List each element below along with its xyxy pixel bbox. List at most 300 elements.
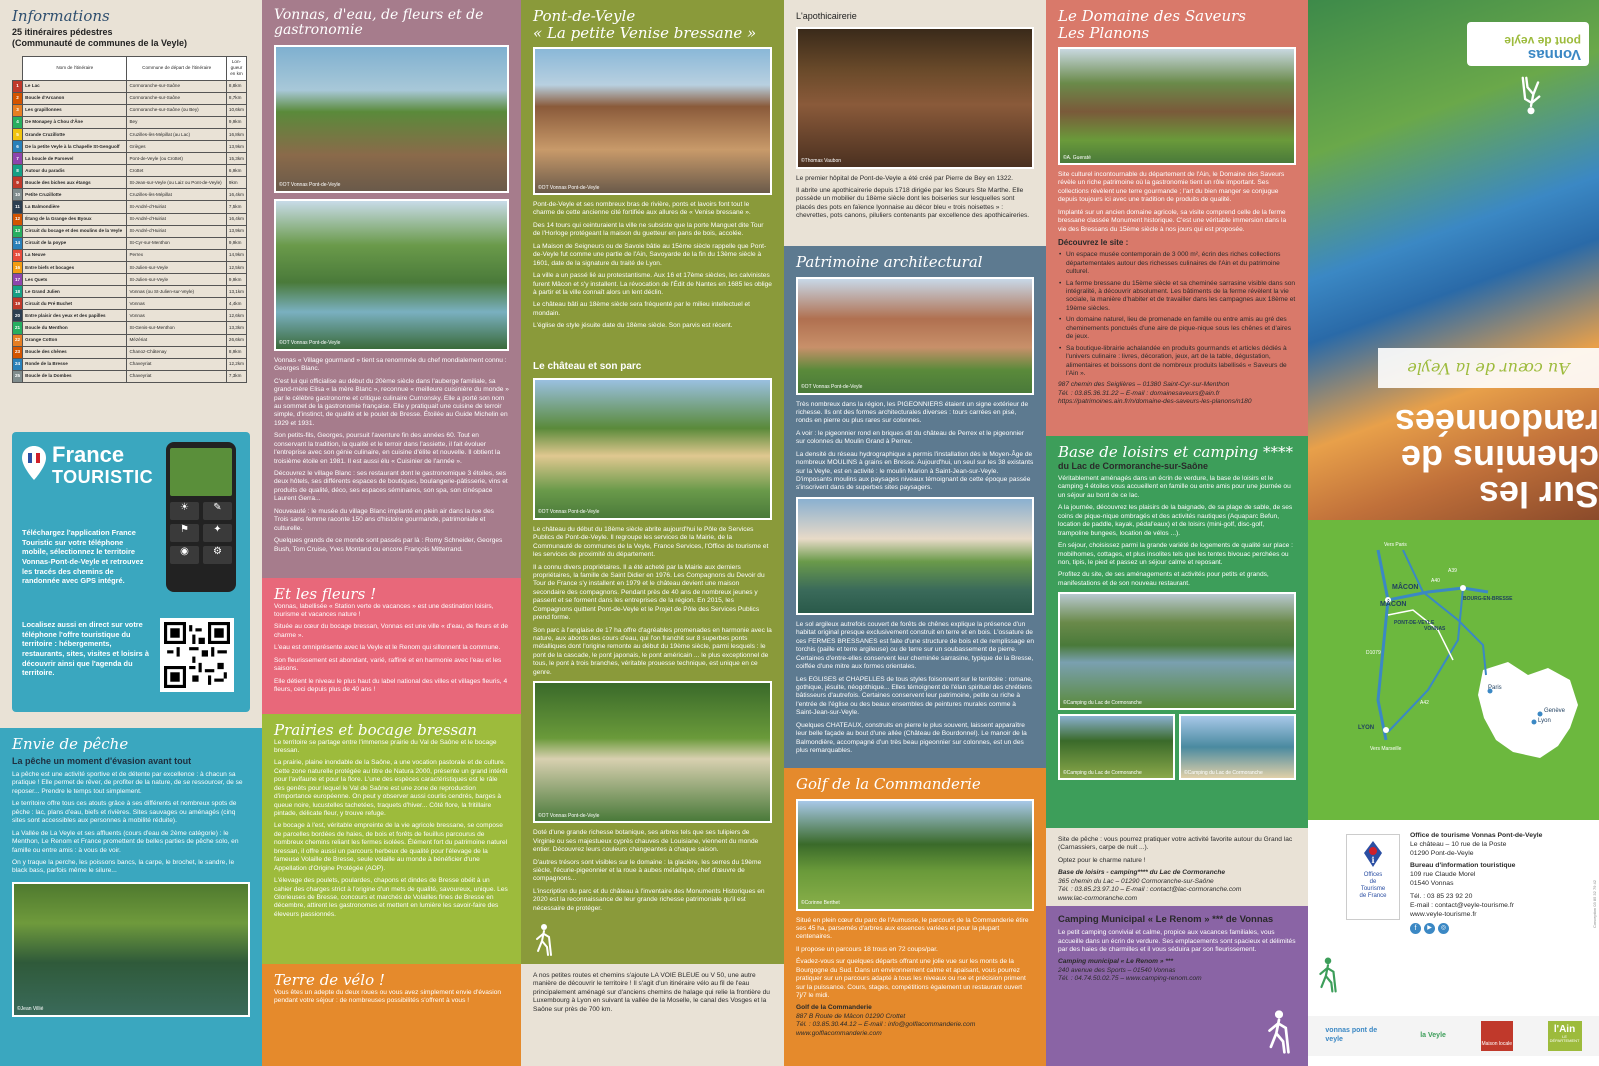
prairies-text: Le bocage à l'est, véritable empreinte de la vie agricole bressane, se compose de parcelles bordées de haies, de bois et forêts de feuillus parcourus de nombreux chemins reliant les fermes isolées. Élément fort du patrimoine naturel bressan, il offre aussi un parcours herbeux de qualité pour l'élevage de la fameuse Volaille de Bresse, seule volaille au monde à bénéficier d'une Appellation d'Origine Protégée (AOP). [274, 822, 508, 872]
saveurs-bullet: • Un domaine naturel, lieu de promenade en famille ou entre amis au gré des cheminements ponctués d'une aire de pique-nique sous les chênes et d'aires de jeux. [1058, 316, 1296, 341]
main-title-line1: Sur les [1478, 474, 1599, 515]
vonnas-photo-street [274, 45, 509, 193]
pdv-text: Pont-de-Veyle et ses nombreux bras de rivière, ponts et lavoirs font tout le charme de cette ancienne cité fortifiée aux allures de « Venise bressane ». [533, 201, 751, 217]
pdv-text: La ville a un passé lié au protestantisme. Aux 16 et 17ème siècles, les calvinistes furent Mâcon et s'y installent. La révocation de l'Édit de Nantes en 1685 les oblige à partir et la ville connaît alors un lent déclin. [533, 272, 772, 296]
app-icon: ✦ [203, 524, 232, 542]
hiker-icon [1316, 956, 1340, 997]
renom-contact[interactable]: Tél. : 04.74.50.02.75 – www.camping-renom.com [1058, 975, 1202, 983]
table-row [13, 92, 247, 104]
moulin-photo [796, 497, 1034, 615]
itinerary-start: Pont-de-Veyle (ou Crottet) [127, 153, 226, 165]
app-icon: ⚑ [170, 524, 199, 542]
itinerary-number: 20 [13, 310, 23, 322]
itinerary-name: Étang de la Grange des Byoux [23, 213, 127, 225]
itinerary-length: 9km [226, 177, 246, 189]
peche-text: La Vallée de La Veyle et ses affluents (cours d'eau de 2ème catégorie) : le Menthon, Le Renom et France promettent de belles parties de pêche solo, en famille ou entre amis : à vous de voir. [12, 829, 239, 854]
hiker-icon [1264, 1009, 1294, 1058]
france-touristic-logo-line1: France [52, 442, 125, 467]
table-row [13, 141, 247, 153]
pdv-text: La Maison de Seigneurs ou de Savoie bâtie au 15ème siècle rappelle que Pont-de-Veyle fut comme une partie de l'Ain, Savoyarde de la fin du 13ème siècle à 1601, date de la signature du traité de Lyon. [533, 242, 767, 267]
itinerary-number: 11 [13, 201, 23, 213]
itinerary-length: 12,2km [226, 358, 246, 370]
itinerary-start: Cormoranche-sur-Saône [127, 80, 226, 92]
column-informations [0, 0, 262, 1066]
apothicairerie-photo [796, 27, 1034, 169]
itinerary-start: Mézériat [127, 334, 226, 346]
itinerary-start: Cormoranche-sur-Saône (ou Bey) [127, 104, 226, 116]
velo-text: Vous êtes un adepte du deux roues ou vous avez simplement envie d'évasion pendant votre séjour : de nombreuses possibilités s'offrent à vous ! [274, 988, 502, 1004]
pdv-text: Des 14 tours qui ceinturaient la ville ne subsiste que la porte Manguet dite Tour de l'Horloge protégeant la maison du guetteur en pans de bois, accolée. [533, 221, 764, 238]
table-row [13, 237, 247, 249]
itinerary-number: 18 [13, 286, 23, 298]
saveurs-website-link[interactable]: https://patrimoines.ain.fr/n/domaine-des-saveurs-les-planons/n180 [1058, 398, 1252, 406]
bridge-photo [533, 681, 772, 823]
instagram-icon[interactable]: ◎ [1438, 923, 1449, 934]
pdv-title: Pont-de-Veyle [533, 7, 636, 25]
itinerary-name: La Balmondière [23, 201, 127, 213]
itinerary-length: 16,8km [226, 128, 246, 140]
photo-credit: ©OT Vonnas Pont-de-Veyle [279, 182, 341, 189]
itinerary-number: 5 [13, 128, 23, 140]
photo-credit: ©Camping du Lac de Cormoranche [1063, 769, 1142, 776]
velo-voie-bleue-text: A nos petites routes et chemins s'ajoute LA VOIE BLEUE ou V 50, une autre manière de découvrir le territoire ! Il s'agit d'un itinéraire vélo au fil de l'eau principalement aménagé sur d'anciens chemins de halage qui relie la frontière du Luxembourg à Lyon en suivant la vallée de la Moselle, le canal des Vosges et la Saône sur près de 700 km. [533, 972, 770, 1013]
patrimoine-text: Quelques CHATEAUX, construits en pierre le plus souvent, laissent apparaître leur belle façade au bout d'une allée (Château de Bourdonnel). Le manoir de la Balmondière, accompagné d'un très beau pigeonnier sur colonnes, est un des plus remarquables. [796, 721, 1027, 754]
lyon-dot [1532, 720, 1537, 725]
itinerary-start: Vonnas [127, 298, 226, 310]
photo-credit: ©Thomas Vaubon [801, 158, 842, 165]
base-loisirs-contact[interactable]: Tél. : 03.85.23.97.10 – E-mail : contact@lac-cormoranche.com [1058, 886, 1242, 894]
saveurs-bullet: • Un espace musée contemporain de 3 000 m², écrin des riches collections départementales autour des richesses culinaires de l'Ain et du patrimoine culturel. [1058, 251, 1296, 276]
column-cover [1308, 0, 1599, 1066]
base-loisirs-website-link[interactable]: www.lac-cormoranche.com [1058, 894, 1138, 902]
itinerary-start: St-Genis-sur-Menthon [127, 322, 226, 334]
itinerary-name: Autour du paradis [23, 165, 127, 177]
lac-aerial-photo [1058, 592, 1296, 710]
renom-address-name: Camping municipal « Le Renom » *** [1058, 958, 1174, 966]
ot-email[interactable]: E-mail : contact@veyle-tourisme.fr [1410, 901, 1514, 909]
prairies-title: Prairies et bocage bressan [274, 721, 477, 739]
itinerary-length: 15,3km [226, 153, 246, 165]
itinerary-name: Les grapillonnes [23, 104, 127, 116]
chateau-title: Le château et son parc [533, 361, 642, 372]
lyon-city-dot [1383, 727, 1389, 733]
saveurs-title: Le Domaine des Saveurs [1058, 7, 1246, 25]
itinerary-start: Chaveyriat [127, 370, 226, 382]
itinerary-length: 9,9km [226, 116, 246, 128]
itinerary-start: Cruzilles-lès-Mépillat [127, 189, 226, 201]
itinerary-number: 3 [13, 104, 23, 116]
main-title-line3: randonnées [1394, 402, 1599, 443]
itinerary-start: Cormoranche-sur-Saône [127, 92, 226, 104]
golf-website-link[interactable]: www.golflacommanderie.com [796, 1029, 882, 1037]
table-row [13, 225, 247, 237]
route-a42 [1388, 588, 1463, 732]
itinerary-name: Entre biefs et bocages [23, 261, 127, 273]
map-label: BOURG-EN-BRESSE [1463, 596, 1513, 602]
footer-logo-departement: LE DÉPARTEMENT [1549, 1034, 1580, 1043]
offices-tourisme-icon [1358, 839, 1388, 869]
table-row [13, 177, 247, 189]
itinerary-start: St-Jean-sur-Veyle (ou Laiz ou Pont-de-Veyle) [127, 177, 226, 189]
itinerary-name: Les Quets [23, 274, 127, 286]
itinerary-length: 26,6km [226, 334, 246, 346]
map-label: Genève [1544, 708, 1566, 714]
base-loisirs-text: Véritablement aménagés dans un écrin de verdure, la base de loisirs et le camping 4 étoiles vous accueillent en famille ou entre amis pour une journée ou un séjour au bord de ce lac. [1058, 475, 1291, 499]
table-row [13, 261, 247, 273]
map-label: A42 [1420, 700, 1429, 706]
itinerary-start: Cruzilles-lès-Mépillat (au Lac) [127, 128, 226, 140]
itinerary-number: 2 [13, 92, 23, 104]
itinerary-name: Ronde de la Bresse [23, 358, 127, 370]
pigeonnier-photo [796, 277, 1034, 395]
itinerary-length: 16,4km [226, 189, 246, 201]
itinerary-start: St-Julien-sur-Veyle [127, 274, 226, 286]
itinerary-start: St-Julien-sur-Veyle [127, 261, 226, 273]
vonnas-text: C'est lui qui officialise au début du 20ème siècle dans l'auberge familiale, sa grand-mère Elisa « la mère Blanc », reconnue « meilleure cuisinière du monde » par le célèbre gastronome et critique culinaire Curnonsky. Elle a porté son nom au sommet de la gastronomie française. Elle y pratiquait une cuisine de terroir simple, d'instinct, de qualité et le poulet de Bresse. Étoilée au Guide Michelin en 1929 et 1931. [274, 377, 509, 427]
table-header-name: Nom de l'itinéraire [23, 56, 127, 80]
itinerary-name: Circuit de la poype [23, 237, 127, 249]
patrimoine-text: Les EGLISES et CHAPELLES de tous styles foisonnent sur le territoire : romane, gothique, jésuite, néogothique... Elles témoignent de l'élan spirituel des chrétiens bâtisseurs d'autrefois. Certaines conservent leur patrimoine, petite ou riche à l'entrée de l'église ou des beaux ensembles de peintures murales comme à Saint-Jean-sur-Veyle. [796, 675, 1033, 717]
bi-address: 01540 Vonnas [1410, 880, 1454, 888]
itinerary-number: 23 [13, 346, 23, 358]
peche-panel [0, 728, 262, 1066]
chateau-text: D'autres trésors sont visibles sur le domaine : la glacière, les serres du 19ème siècle, l'écurie-pigeonnier et la roue à aubes métallique, chef d'œuvre de compagnons... [533, 858, 762, 883]
map-panel [1308, 520, 1599, 820]
itinerary-length: 9,9km [226, 274, 246, 286]
itinerary-length: 14,9km [226, 249, 246, 261]
apo-text: Il abrite une apothicairerie depuis 1718 dirigée par les Sœurs Ste Marthe. Elle possède un mobilier du 18ème siècle dont les boiseries sur lesquelles sont placés des pots en faïence lyonnaise au décor bleu « trois noisettes » : chevrettes, pots canons, piluliers contenants par excellence des apothicaireries. [796, 186, 1030, 220]
chateau-text: Le château du début du 18ème siècle abrite aujourd'hui le Pôle de Services Publics de Pont-de-Veyle. Il regroupe les services de la Mairie, de la Communauté de communes de la Veyle, France Services, l'Office de tourisme et les services de proximité du département. [533, 525, 769, 559]
vonnas-text: Nouveauté : le musée du village Blanc implanté en plein air dans la rue des Trois sans femme raconte 150 ans d'histoire gourmande, patrimoniale et culturelle. [274, 507, 494, 532]
geneve-dot [1538, 712, 1543, 717]
saveurs-address: 987 chemin des Seiglières – 01380 Saint-Cyr-sur-Menthon [1058, 381, 1230, 389]
itinerary-name: Boucle de la Dombes [23, 370, 127, 382]
photo-credit: ©OT Vonnas Pont-de-Veyle [538, 184, 600, 191]
map-label: A39 [1448, 568, 1457, 574]
photo-credit: ©OT Vonnas Pont-de-Veyle [279, 340, 341, 347]
itinerary-start: Chaveyriat [127, 358, 226, 370]
itinerary-number: 6 [13, 141, 23, 153]
itinerary-name: La Neuve [23, 249, 127, 261]
info-subtitle: (Communauté de communes de la Veyle) [12, 38, 188, 49]
base-loisirs-text: Optez pour le charme nature ! [1058, 856, 1146, 864]
info-count: 25 itinéraires pédestres [12, 26, 113, 37]
youtube-icon[interactable]: ▶ [1424, 923, 1435, 934]
itinerary-start: Grièges [127, 141, 226, 153]
france-touristic-text2: Localisez aussi en direct sur votre téléphone l'offre touristique du territoire : hébergements, restaurants, sites, visites et loisirs à découvrir ainsi que l'agenda du territoire. [22, 620, 149, 678]
table-row [13, 165, 247, 177]
itinerary-name: Circuit du bocage et des moulins de la Veyle [23, 225, 127, 237]
saveurs-contact[interactable]: Tél. : 03.85.36.31.22 – E-mail : domainesaveurs@ain.fr [1058, 389, 1220, 397]
footer-logo-veyle: la Veyle [1420, 1031, 1446, 1039]
peche-subtitle: La pêche un moment d'évasion avant tout [12, 755, 192, 766]
map-label-macon: MÂCON [1380, 601, 1407, 608]
map-label: Vers Marseille [1370, 746, 1402, 752]
map-svg [1308, 520, 1599, 820]
base-loisirs-subtitle: du Lac de Cormoranche-sur-Saône [1058, 460, 1209, 471]
renom-title: Camping Municipal « Le Renom » *** de Vonnas [1058, 914, 1274, 925]
itinerary-name: Grande Cruzillotte [23, 128, 127, 140]
app-icon: ◉ [170, 546, 199, 564]
peche-text: La pêche est une activité sportive et de détente par excellence : à chacun sa pratique ! Elle permet de rêver, de profiter de la nature, de se ressourcer, de se reposer... Prendre le temps tout simplement. [12, 771, 243, 795]
plage-photo [1179, 714, 1296, 780]
fleurs-text: L'eau est omniprésente avec la Veyle et le Renom qui sillonnent la commune. [274, 644, 501, 652]
itinerary-number: 7 [13, 153, 23, 165]
table-row [13, 128, 247, 140]
itinerary-number: 8 [13, 165, 23, 177]
itinerary-start: St-André-d'Huiriat [127, 213, 226, 225]
base-loisirs-text: En séjour, choisissez parmi la grande variété de logements de qualité sur place : mobilhomes, cottages, et plus insolites tels que les tentes bivouac perchées ou non, tipis, le pied et passez un séjour calme et reposant. [1058, 542, 1293, 566]
chateau-text: Doté d'une grande richesse botanique, ses arbres tels que ses tulipiers de Virginie ou ses majestueux cyprès chauves de Louisiane, viennent du monde entier. Découvrez leurs couleurs changeantes à chaque saison. [533, 829, 759, 854]
saveurs-photo [1058, 47, 1296, 165]
photo-credit: ©Camping du Lac de Cormoranche [1063, 699, 1142, 706]
tagline: Au cœur de la Veyle [1407, 358, 1570, 378]
itinerary-table [12, 56, 247, 383]
itinerary-length: 8,8km [226, 80, 246, 92]
photo-credit: ©A. Gueraté [1063, 154, 1091, 161]
column-pont-de-veyle [521, 0, 784, 1066]
prairies-text: Le territoire se partage entre l'immense prairie du Val de Saône et le bocage bressan. [274, 738, 497, 754]
patrimoine-text: A voir : le pigeonnier rond en briques dit du château de Perrex et le pigeonnier sur colonnes du Moulin Grand à Perrex. [796, 429, 1024, 446]
table-row [13, 116, 247, 128]
vonnas-photo-garden [274, 199, 509, 351]
vonnas-text: Découvrez le village Blanc : ses restaurant dont le gastronomique 3 étoiles, ses deux hôtels, ses différents espaces de boutiques, boulangerie-pâtisserie, vins et produits de qualité, déco, ses espaces séminaires, son spa, son cinéspace Laurent Gerra... [274, 470, 508, 503]
patrimoine-title: Patrimoine architectural [796, 253, 983, 271]
vonnas-text: Son petits-fils, Georges, poursuit l'aventure fin des années 60. Tout en conservant la tradition, la qualité et le terroir dans l'assiette, il fait évoluer l'entreprise avec son génie culinaire, en cuisine d'élite et nouvelle. Il obtient la troisième étoile en 1981. Il est aussi élu « Cuisinier de l'année ». [274, 432, 501, 465]
veyle-river [1388, 610, 1453, 660]
camping-photo [1058, 714, 1175, 780]
otf-text: de [1369, 879, 1377, 886]
column-vonnas [262, 0, 521, 1066]
pdv-photo-house [533, 47, 772, 195]
ot-address: Le château – 10 rue de la Poste [1410, 840, 1507, 848]
map-label: LYON [1358, 725, 1375, 731]
map-label: Lyon [1538, 718, 1551, 724]
table-row [13, 104, 247, 116]
patrimoine-text: Le sol argileux autrefois couvert de forêts de chênes explique la présence d'un habitat original presque exclusivement construit en terre et en bois. L'ossature de ces FERMES BRESSANES est faite d'une structure de bois et de remplissage en torchis (paille et terre argileuse) ou de terre sur un soubassement de pierre. Certaines d'entre-elles conservent leur cheminée sarrasine, typique de la Bresse, coiffée d'une mitre aux formes orientales. [796, 620, 1035, 671]
fleurs-text: Son fleurissement est abondant, varié, raffiné et en harmonie avec l'eau et les saisons. [274, 656, 502, 673]
itinerary-start: St-Cyr-sur-Menthon [127, 237, 226, 249]
golf-contact[interactable]: Tél. : 03.85.30.44.12 – E-mail : info@golflacommanderie.com [796, 1021, 976, 1029]
base-loisirs-text: Profitez du site, de ses aménagements et activités pour petits et grands, manifestations et de son nouveau restaurant. [1058, 571, 1269, 587]
apo-text: Le premier hôpital de Pont-de-Veyle a été créé par Pierre de Bey en 1322. [796, 174, 1013, 182]
table-row [13, 346, 247, 358]
svg-text:i: i [1371, 855, 1375, 865]
itinerary-start: St-André-d'Huiriat [127, 201, 226, 213]
fleurs-text: Vonnas, labellisée « Station verte de vacances » est une destination loisirs, tourisme et vacances nature ! [274, 602, 494, 618]
map-label: PONT-DE-VEYLE [1394, 620, 1435, 626]
table-row [13, 370, 247, 382]
itinerary-number: 17 [13, 274, 23, 286]
saveurs-subtitle: Découvrez le site : [1058, 238, 1129, 248]
location-pin-icon [22, 446, 46, 480]
photo-credit: ©Corinne Berthet [801, 900, 840, 907]
itinerary-length: 8,9km [226, 346, 246, 358]
table-row [13, 249, 247, 261]
map-label: Vers Paris [1384, 542, 1407, 548]
table-row [13, 153, 247, 165]
prairies-text: La prairie, plaine inondable de la Saône, a une vocation pastorale et de culture. Cette zone naturelle protégée au titre de Natura 2000, présente un grand intérêt pour l'avifaune et pour la flore. L'une des espèces caractéristiques est le râle des genêts pour lequel le Val de Saône est une zone de reproduction d'importance européenne. On peut y observer aussi courlis cendrés, barges à queue noire, lucustelles tachetées, traquets d'hiver... Côté flore, la fritillaire pintade, délicate fleur, y trouve refuge. [274, 759, 508, 817]
app-icon: ⚙ [203, 546, 232, 564]
hiker-icon [1518, 72, 1544, 115]
table-row [13, 334, 247, 346]
golf-text: Évadez-vous sur quelques départs offrant une jolie vue sur les monts de la Bourgogne du Sud. Dans un environnement calme et apaisant, vous pourrez pratiquer sur un parcours adapté à tous les niveaux ou rse et précision priment sur la puissance. Cours, stages, compétitions également un restaurant ouvert 7j/7 le midi. [796, 958, 1026, 999]
itinerary-start: St-André-d'Huiriat [127, 225, 226, 237]
itinerary-number: 10 [13, 189, 23, 201]
table-header-start: Commune de départ de l'itinéraire [127, 56, 226, 80]
itinerary-number: 12 [13, 213, 23, 225]
saveurs-bullet: • La ferme bressane du 15ème siècle et sa cheminée sarrasine visible dans son intégralité, à découvrir absolument. Les bâtiments de la ferme révèlent la vie sociale, la manière d'habiter et de travailler dans les campagnes aux 18ème et 19ème siècles. [1058, 280, 1296, 314]
footer-logo-maison: Maison locale [1481, 1021, 1513, 1051]
column-saveurs-loisirs [1046, 0, 1308, 1066]
golf-address-name: Golf de la Commanderie [796, 1004, 872, 1012]
column-patrimoine [784, 0, 1046, 1066]
itinerary-name: Boucle d'Arcanon [23, 92, 127, 104]
ot-title: Office de tourisme Vonnas Pont-de-Veyle [1410, 832, 1543, 839]
itinerary-number: 22 [13, 334, 23, 346]
contact-panel [1308, 820, 1599, 1066]
photo-credit: ©OT Vonnas Pont-de-Veyle [538, 812, 600, 819]
prairies-text: L'élevage des poulets, poulardes, chapons et dindes de Bresse obéit à un cahier des charges strict à l'origine d'un mets de qualité, savoureux, unique. Les Glorieuses de Bresse, concours et marchés de Volailles fines de Bresse en décembre, attirent les gastronomes et mettent en lumière les savoir-faire des éleveurs passionnés. [274, 877, 508, 918]
app-icon: ✎ [203, 502, 232, 520]
patrimoine-text: La densité du réseau hydrographique a permis l'installation dès le Moyen-Âge de nombreux MOULINS à grains en Bresse. Aujourd'hui, un seul sur les 38 existants sur la Veyle, est en activité : le moulin Marion à Saint-Jean-sur-Veyle. D'imposants moulins aux paysages niveaux témoignant de cette époque passée s'inscrivent dans de superbes sites paysagers. [796, 450, 1034, 492]
chateau-text: Son parc à l'anglaise de 17 ha offre d'agréables promenades en harmonie avec la nature, aux abords des cours d'eau, qui l'on franchit sur 8 superbes ponts métalliques dont l'origine remonte au début du 19ème siècle, parmi lesquels : le pont de la cascade, le pont japonais, le pont américain ... le plus exceptionnel de tous, le pont à trois branches, véritable prouesse technique, est unique en ce genre. [533, 626, 772, 676]
itinerary-name: Petite Cruzillotte [23, 189, 127, 201]
vonnas-text: Vonnas « Village gourmand » tient sa renommée du chef mondialement connu : Georges Blanc. [274, 356, 507, 373]
bi-address: 109 rue Claude Morel [1410, 871, 1476, 879]
footer-logos [1308, 1016, 1599, 1056]
golf-title: Golf de la Commanderie [796, 775, 981, 793]
qr-code[interactable] [160, 618, 234, 692]
chateau-text: Il a connu divers propriétaires. Il a été acheté par la Mairie aux derniers propriétaires, la famille de Saint Didier en 1976. Les Compagnons du Devoir du Tour de France s'y installent en 1979 et le château devient une maison secondaire des compagnons. Pendant près de 40 ans de nombreux jeunes y passent et se forment dans les entreprises de la région. En 2015, les Compagnons quittent Pont-de-Veyle et le Projet de Pôle des Services Publics prend forme. [533, 563, 765, 622]
bi-title: Bureau d'information touristique [1410, 862, 1516, 870]
ot-website-link[interactable]: www.veyle-tourisme.fr [1410, 910, 1477, 918]
otf-text: Offices [1363, 872, 1383, 879]
fishing-photo [12, 882, 250, 1017]
peche-text: On y traque la perche, les poissons bancs, la carpe, le brochet, le sandre, le black bass, parfois même le silure... [12, 858, 235, 875]
itinerary-start: Chanoz-Châtenay [127, 346, 226, 358]
renom-text: Le petit camping convivial et calme, propice aux vacances familiales, vous accueille dans un écrin de verdure. Ses emplacements sont spacieux et délimités par des haies de charmilles et il vous séduira par son fleurissement. [1058, 929, 1296, 954]
france-touristic-panel [12, 432, 250, 712]
fleurs-text: Elle détient le niveau le plus haut du label national des villes et villages fleuris, 4 fleurs, ceci depuis plus de 40 ans ! [274, 677, 508, 693]
fleurs-title: Et les fleurs ! [274, 585, 377, 603]
itinerary-number: 15 [13, 249, 23, 261]
saveurs-title-sub: Les Planons [1058, 23, 1150, 42]
tagline-banner [1378, 348, 1599, 388]
otf-text: Tourisme [1360, 886, 1386, 893]
app-icon: ☀ [170, 502, 199, 520]
saveurs-bullet: • Sa boutique-librairie achalandée en produits gourmands et articles dédiés à l'univers culinaire : livres, décoration, jeux, art de la table, dégustation, alimentaires et boissons dont de nombreux produits labellisés « Saveurs de l'Ain ». [1058, 345, 1296, 379]
itinerary-number: 9 [13, 177, 23, 189]
patrimoine-text: Très nombreux dans la région, les PIGEONNIERS étaient un signe extérieur de richesse. Ils ont des formes architecturales diverses : tours carrées en pisé, ronds en pierre ou plus rares sur colonnes. [796, 400, 1029, 425]
golf-text: Situé en plein cœur du parc de l'Aumusse, le parcours de la Commanderie étire ses 45 ha, parsemés d'arbres aux essences variées et pour la plupart centenaires. [796, 916, 1029, 941]
itinerary-length: 16,4km [226, 213, 246, 225]
logo-badge [1467, 22, 1589, 66]
map-label: A40 [1431, 578, 1440, 584]
itinerary-length: 12,6km [226, 310, 246, 322]
itinerary-name: La boucle de Parsevel [23, 153, 127, 165]
itinerary-length: 8,7km [226, 92, 246, 104]
table-row [13, 213, 247, 225]
golf-photo [796, 799, 1034, 911]
brand-line2: pont de veyle [1504, 34, 1581, 48]
itinerary-name: Le Lac [23, 80, 127, 92]
itinerary-number: 25 [13, 370, 23, 382]
brand-line1: Vonnas [1527, 46, 1581, 63]
credit: Conception 03 85 32 79 42 [1591, 880, 1597, 929]
photo-credit: ©OT Vonnas Pont-de-Veyle [801, 384, 863, 391]
footer-logo-vonnas: vonnas pont de veyle [1325, 1027, 1378, 1043]
main-title-block [1348, 392, 1599, 515]
renom-address: 240 avenue des Sports – 01540 Vonnas [1058, 966, 1176, 974]
itinerary-number: 13 [13, 225, 23, 237]
golf-text: Il propose un parcours 18 trous en 72 coups/par. [796, 945, 938, 953]
table-row [13, 322, 247, 334]
map-label: Paris [1488, 685, 1502, 691]
table-header-length: Lon-gueur en km [226, 56, 246, 80]
table-row [13, 189, 247, 201]
bourg-dot [1460, 585, 1466, 591]
base-loisirs-address: 365 chemin du Lac – 01290 Cormoranche-sur-Saône [1058, 877, 1214, 885]
pdv-text: L'église de style jésuite date du 18ème siècle. Son parvis est récent. [533, 322, 733, 330]
pdv-title-sub: « La petite Venise bressane » [533, 23, 757, 42]
itinerary-length: 13,3km [226, 322, 246, 334]
itinerary-name: Boucle des chênes [23, 346, 127, 358]
itinerary-name: De Monapey à Chou d'Âne [23, 116, 127, 128]
main-title-line2: chemins de [1400, 438, 1599, 479]
itinerary-start: Vonnas (ou St-Julien-sur-Veyle) [127, 286, 226, 298]
itinerary-number: 4 [13, 116, 23, 128]
chateau-text: L'inscription du parc et du château à l'inventaire des Monuments Historiques en 2020 est la reconnaissance de leur grande richesse patrimoniale qu'il est nécessaire de protéger. [533, 887, 765, 912]
facebook-icon[interactable]: f [1410, 923, 1421, 934]
saveurs-text: Site culturel incontournable du département de l'Ain, le Domaine des Saveurs révèle un riche patrimoine où la gastronomie tient un rôle important. Ses collections révèlent une terre gourmande ; l'art du bien manger se conjugue depuis toujours ici avec une tradition de produits de qualité. [1058, 171, 1285, 204]
itinerary-length: 7,3km [226, 370, 246, 382]
itinerary-number: 24 [13, 358, 23, 370]
velo-title: Terre de vélo ! [274, 971, 385, 989]
itinerary-length: 7,5km [226, 201, 246, 213]
golf-address: 887 B Route de Mâcon 01290 Crottet [796, 1012, 906, 1020]
itinerary-length: 13,9km [226, 141, 246, 153]
phone-mockup [166, 442, 236, 592]
base-loisirs-text: A la journée, découvrez les plaisirs de la baignade, de sa plage de sable, de ses coins de pique-nique ombragés et des activités nautiques (Aquaparc Befun, location de paddle, kayak, pédal'eaux) et de loisirs (mini-golf, disc-golf, trampoline bungees, location de vélos ...). [1058, 504, 1293, 537]
table-row [13, 358, 247, 370]
itinerary-number: 19 [13, 298, 23, 310]
saveurs-text: Implanté sur un ancien domaine agricole, sa visite comprend celle de la ferme bressane classée Monument historique. C'est une véritable immersion dans la vie des Bressans du 15ème siècle à nos jours qui est proposée. [1058, 208, 1287, 233]
itinerary-length: 13,1km [226, 286, 246, 298]
map-label: MÂCON [1392, 584, 1419, 591]
table-row [13, 274, 247, 286]
otf-text: de France [1359, 893, 1387, 900]
apo-title: L'apothicairerie [796, 11, 857, 21]
itinerary-length: 13,9km [226, 225, 246, 237]
itinerary-name: Circuit du Pré Buchet [23, 298, 127, 310]
fleurs-text: Située au cœur du bocage bressan, Vonnas est une ville « d'eau, de fleurs et de charme ». [274, 623, 509, 639]
ot-address: 01290 Pont-de-Veyle [1410, 849, 1474, 857]
base-loisirs-title: Base de loisirs et camping **** [1058, 443, 1293, 461]
itinerary-number: 21 [13, 322, 23, 334]
route-a6 [1378, 550, 1388, 740]
ot-phone[interactable]: Tél. : 03 85 23 92 20 [1410, 892, 1473, 900]
itinerary-start: Bey [127, 116, 226, 128]
itinerary-start: Vonnas [127, 310, 226, 322]
map-label: VONNAS [1424, 626, 1446, 632]
itinerary-length: 10,6km [226, 104, 246, 116]
hiker-icon [533, 923, 555, 960]
base-loisirs-address-name: Base de loisirs - camping**** du Lac de Cormoranche [1058, 869, 1226, 877]
photo-credit: ©OT Vonnas Pont-de-Veyle [538, 509, 600, 516]
itinerary-length: 6,9km [226, 165, 246, 177]
map-label: D1079 [1366, 650, 1381, 656]
